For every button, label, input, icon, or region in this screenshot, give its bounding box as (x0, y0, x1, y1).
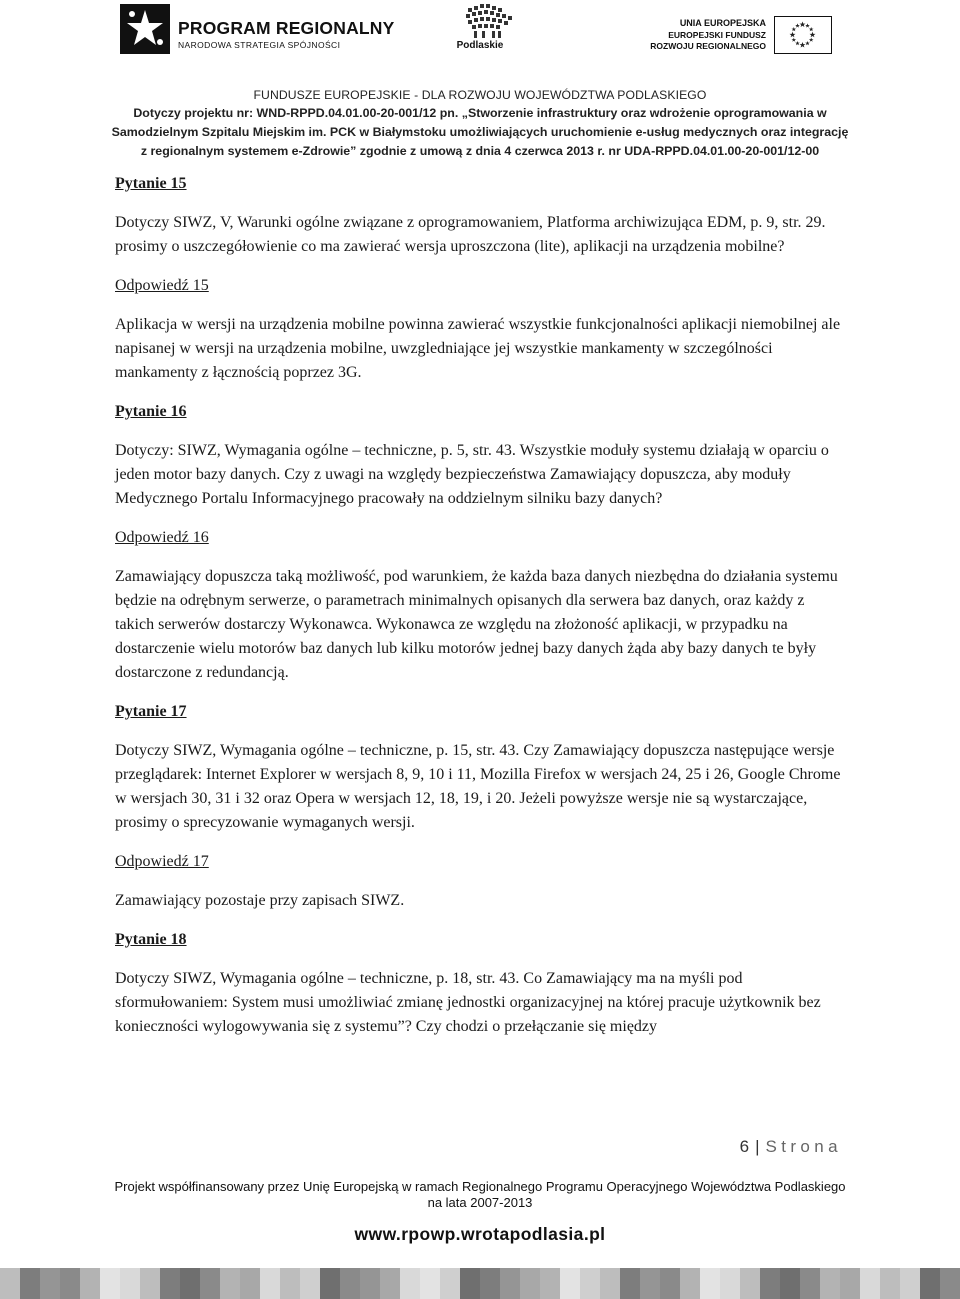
answer-15-text: Aplikacja w wersji na urządzenia mobilne powinna zawierać wszystkie funkcjonalności aplikacji niemobilnej ale napisanej w wersji na urządzenia mobilne, uwzgledniające jej wszystkie mankamenty w szczególności mankamenty z łącznością poprzez 3G. (115, 316, 841, 381)
mosaic-tile (400, 1268, 420, 1299)
page-word: Strona (765, 1137, 842, 1156)
project-line-2: Samodzielnym Szpitalu Miejskim im. PCK w Białymstoku umożliwiających uruchomienie e-usług medycznych oraz integrację (111, 125, 849, 139)
footer-cofinancing (0, 1179, 960, 1211)
mosaic-tile (660, 1268, 680, 1299)
question-17-heading: Pytanie 17 (115, 703, 187, 720)
podlaskie-logo (440, 2, 520, 56)
mosaic-tile (840, 1268, 860, 1299)
answer-15-heading: Odpowiedź 15 (115, 277, 209, 294)
program-regionalny-logo (120, 4, 395, 59)
mosaic-tile (440, 1268, 460, 1299)
mosaic-tile (460, 1268, 480, 1299)
mosaic-tile (240, 1268, 260, 1299)
question-17-text: Dotyczy SIWZ, Wymagania ogólne – techniczne, p. 15, str. 43. Czy Zamawiający dopuszcza następujące wersje przeglądarek: Internet Explorer w wersjach 8, 9, 10 i 11, Mozilla Firefox w wersjach 24, 25 i 26, Google Chrome w wersjach 30, 31 i 32 oraz Opera w wersjach 12, 18, 19, i 20. Jeżeli powyższe wersje nie są wystarczające, prosimy o sprecyzowanie wymaganych wersji. (115, 742, 841, 831)
question-15-text: Dotyczy SIWZ, V, Warunki ogólne związane z oprogramowaniem, Platforma archiwizująca EDM, p. 9, str. 29. prosimy o uszczegółowienie co ma zawierać wersja uproszczona (lite), aplikacji na urządzenia mobilne? (115, 214, 826, 255)
question-16-heading: Pytanie 16 (115, 403, 187, 420)
mosaic-tile (500, 1268, 520, 1299)
mosaic-tile (940, 1268, 960, 1299)
mosaic-tile (360, 1268, 380, 1299)
project-line-1: Dotyczy projektu nr: WND-RPPD.04.01.00-20-001/12 pn. „Stworzenie infrastruktury oraz wdrożenie oprogramowania w (133, 106, 827, 120)
mosaic-tile (380, 1268, 400, 1299)
mosaic-tile (720, 1268, 740, 1299)
mosaic-tile (40, 1268, 60, 1299)
mosaic-tile (600, 1268, 620, 1299)
eu-logo-line1: UNIA EUROPEJSKA (679, 18, 766, 28)
mosaic-tile (540, 1268, 560, 1299)
mosaic-tile (100, 1268, 120, 1299)
mosaic-tile (320, 1268, 340, 1299)
mosaic-tile (260, 1268, 280, 1299)
mosaic-tile (520, 1268, 540, 1299)
mosaic-tile (480, 1268, 500, 1299)
mosaic-tile (140, 1268, 160, 1299)
mosaic-tile (860, 1268, 880, 1299)
project-header (0, 86, 960, 161)
question-18-text: Dotyczy SIWZ, Wymagania ogólne – techniczne, p. 18, str. 43. Co Zamawiający ma na myśli pod sformułowaniem: System musi umożliwiać zmianę jednostki organizacyjnej na której pracuje użytkownik bez konieczności wylogowywania się z systemu”? Czy chodzi o przełączanie się między (115, 970, 821, 1035)
page-separator: | (755, 1137, 760, 1156)
project-line-3: z regionalnym systemem e-Zdrowie” zgodnie z umową z dnia 4 czerwca 2013 r. nr UDA-RPPD.04.01.00-20-001/12-00 (140, 144, 820, 158)
mosaic-tile (340, 1268, 360, 1299)
mosaic-tile (280, 1268, 300, 1299)
answer-16-heading: Odpowiedź 16 (115, 529, 209, 546)
fund-line: FUNDUSZE EUROPEJSKIE - DLA ROZWOJU WOJEWÓDZTWA PODLASKIEGO (253, 88, 707, 102)
answer-16-text: Zamawiający dopuszcza taką możliwość, pod warunkiem, że każda baza danych niezbędna do działania systemu będzie na odrębnym serwerze, o parametrach minimalnych opisanych dla serwera baz danych, oraz każdy z takich serwerów dostarczy Wykonawca. Wykonawca ze względu na złożoność aplikacji, w przypadku na dostarczenie wielu motorów baz danych lub kilku motorów jednej bazy danych żąda aby bazy danych te były dostarczone z redundancją. (115, 568, 838, 681)
eu-logo (652, 14, 832, 59)
page-number-value: 6 (739, 1137, 750, 1156)
mosaic-tile (680, 1268, 700, 1299)
mosaic-tile (700, 1268, 720, 1299)
program-logo-title: PROGRAM REGIONALNY (178, 18, 395, 38)
mosaic-tile (560, 1268, 580, 1299)
document-body (115, 172, 845, 1039)
footer-mosaic-strip (0, 1268, 960, 1299)
podlaskie-logo-text: Podlaskie (456, 40, 504, 51)
footer-line-1: Projekt współfinansowany przez Unię Europejską w ramach Regionalnego Programu Operacyjnego Województwa Podlaskiego (114, 1179, 846, 1194)
mosaic-tile (80, 1268, 100, 1299)
mosaic-tile (120, 1268, 140, 1299)
eu-flag-icon (774, 16, 832, 54)
question-15-heading: Pytanie 15 (115, 175, 187, 192)
program-logo-subtitle: NARODOWA STRATEGIA SPÓJNOŚCI (178, 40, 341, 50)
mosaic-tile (900, 1268, 920, 1299)
mosaic-tile (300, 1268, 320, 1299)
mosaic-tile (160, 1268, 180, 1299)
mosaic-tile (880, 1268, 900, 1299)
mosaic-tile (60, 1268, 80, 1299)
mosaic-tile (800, 1268, 820, 1299)
eu-logo-line2: EUROPEJSKI FUNDUSZ (668, 30, 766, 40)
mosaic-tile (200, 1268, 220, 1299)
footer-line-2: na lata 2007-2013 (427, 1195, 533, 1210)
question-18-heading: Pytanie 18 (115, 931, 187, 948)
eu-logo-line3: ROZWOJU REGIONALNEGO (650, 41, 766, 51)
mosaic-tile (580, 1268, 600, 1299)
mosaic-tile (640, 1268, 660, 1299)
header-logos (0, 0, 960, 70)
question-16-text: Dotyczy: SIWZ, Wymagania ogólne – techniczne, p. 5, str. 43. Wszystkie moduły systemu działają w oparciu o jeden motor bazy danych. Czy z uwagi na względy bezpieczeństwa Zamawiający dopuszcza, aby moduły Medycznego Portalu Informacyjnego pracowały na oddzielnym silniku bazy danych? (115, 442, 829, 507)
star-emblem-icon (120, 4, 170, 54)
mosaic-tile (760, 1268, 780, 1299)
page-number (740, 1137, 842, 1157)
mosaic-tile (220, 1268, 240, 1299)
answer-17-text: Zamawiający pozostaje przy zapisach SIWZ. (115, 892, 405, 909)
mosaic-tile (420, 1268, 440, 1299)
footer-url: www.rpowp.wrotapodlasia.pl (354, 1224, 606, 1244)
answer-17-heading: Odpowiedź 17 (115, 853, 209, 870)
mosaic-tile (920, 1268, 940, 1299)
mosaic-tile (740, 1268, 760, 1299)
mosaic-tile (0, 1268, 20, 1299)
mosaic-tile (620, 1268, 640, 1299)
mosaic-tile (20, 1268, 40, 1299)
mosaic-tile (180, 1268, 200, 1299)
mosaic-tile (780, 1268, 800, 1299)
bison-icon (464, 2, 514, 40)
mosaic-tile (820, 1268, 840, 1299)
